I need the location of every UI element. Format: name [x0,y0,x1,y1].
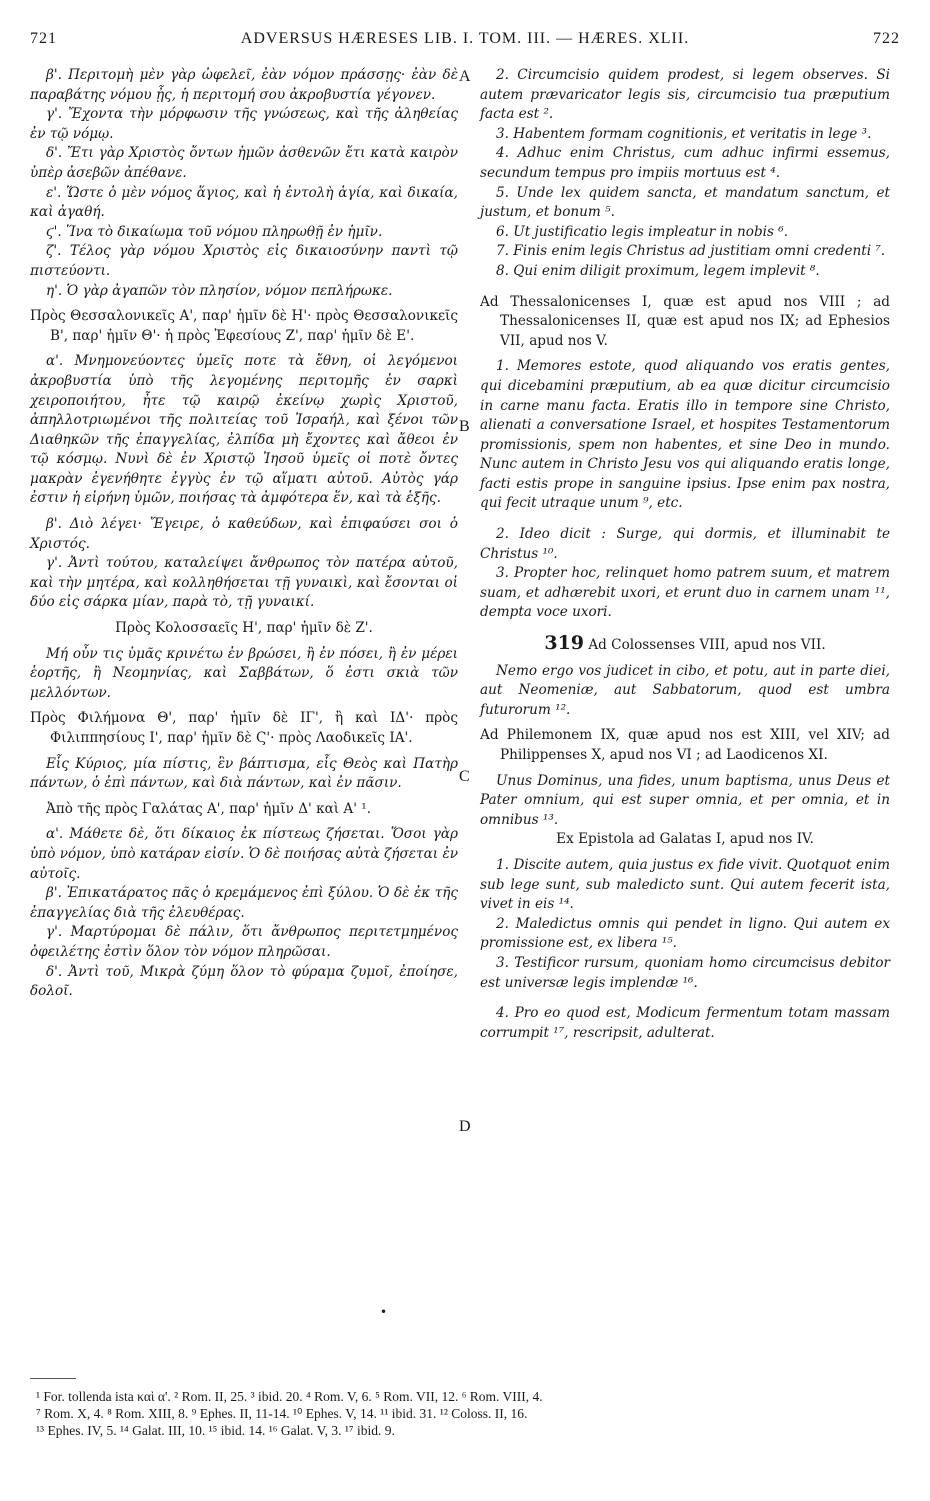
greek-verse: ϛ'. Ἵνα τὸ δικαίωμα τοῦ νόμου πληρωθῇ ἐν ἡμῖν. [46,223,383,240]
greek-verse: γ'. Ἔχοντα τὴν μόρφωσιν τῆς γνώσεως, καὶ τῆς ἀληθείας ἐν τῷ νόμῳ. [30,106,458,142]
margin-marker-d: D [459,1118,471,1135]
footnotes [36,1388,900,1439]
latin-section-heading: Ex Epistola ad Galatas I, apud nos IV. [556,831,814,848]
latin-section-heading [480,634,890,656]
latin-verse: 2. Circumcisio quidem prodest, si legem observes. Si autem prævaricator legis sis, circumcisio tua præputium facta est ². [480,67,890,123]
greek-verse: η'. Ὁ γὰρ ἀγαπῶν τὸν πλησίον, νόμον πεπλήρωκε. [46,282,393,299]
latin-verse: 3. Testificor rursum, quoniam homo circumcisus debitor est universæ legis implendæ ¹⁶. [480,954,890,991]
latin-verse: 6. Ut justificatio legis impleatur in nobis ⁶. [496,223,789,240]
greek-verse: ε'. Ὥστε ὁ μὲν νόμος ἅγιος, καὶ ἡ ἐντολὴ ἁγία, καὶ δικαία, καὶ ἀγαθή. [30,184,458,221]
latin-verse: 8. Qui enim diligit proximum, legem implevit ⁸. [496,262,820,279]
footnote-rule [30,1378,76,1379]
margin-marker-b: B [459,418,470,435]
latin-verse: 2. Maledictus omnis qui pendet in ligno. Qui autem ex promissione est, ex libera ¹⁵. [480,915,890,952]
page-number-left: 721 [30,30,57,47]
footnote-line: ¹³ Ephes. IV, 5. ¹⁴ Galat. III, 10. ¹⁵ ibid. 14. ¹⁶ Galat. V, 3. ¹⁷ ibid. 9. [36,1423,395,1438]
greek-verse: α'. Μάθετε δὲ, ὅτι δίκαιος ἐκ πίστεως ζήσεται. Ὅσοι γὰρ ὑπὸ νόμον, ὑπὸ κατάραν εἰσίν. Ὁ δὲ ποιήσας αὐτὰ ζήσεται ἐν αὐτοῖς. [30,826,458,882]
greek-verse: γ'. Ἀντὶ τούτου, καταλείψει ἄνθρωπος τὸν πατέρα αὐτοῦ, καὶ τὴν μητέρα, καὶ κολληθήσεται τῇ γυναικὶ, καὶ ἔσονται οἱ δύο εἰς σάρκα μίαν, παρὰ τὸ, τῇ γυναικί. [30,555,458,611]
latin-verse: 1. Discite autem, quia justus ex fide vivit. Quotquot enim sub lege sunt, sub maledicto sunt. Qui autem fecerit ista, vivet in eis ¹⁴. [480,856,890,913]
running-header [30,30,900,58]
greek-verse: ζ'. Τέλος γὰρ νόμου Χριστὸς εἰς δικαιοσύνην παντὶ τῷ πιστεύοντι. [30,243,458,279]
greek-section-heading: Πρὸς Θεσσαλονικεῖς Α', παρ' ἡμῖν δὲ Η'· πρὸς Θεσσαλονικεῖς Β', παρ' ἡμῖν Θ'· ἡ πρὸς Ἐφεσίους Ζ', παρ' ἡμῖν δὲ Ε'. [30,308,458,344]
greek-verse: γ'. Μαρτύρομαι δὲ πάλιν, ὅτι ἄνθρωπος περιτετμημένος ὀφειλέτης ἐστὶν ὅλον τὸν νόμον πληρῶσαι. [30,924,458,960]
greek-verse: β'. Διὸ λέγει· Ἔγειρε, ὁ καθεύδων, καὶ ἐπιφαύσει σοι ὁ Χριστός. [30,516,458,552]
latin-verse: 4. Adhuc enim Christus, cum adhuc infirmi essemus, secundum tempus pro impiis mortuus est ⁴. [480,145,890,181]
greek-verse: Μή οὖν τις ὑμᾶς κρινέτω ἐν βρώσει, ἢ ἐν πόσει, ἢ ἐν μέρει ἑορτῆς, ἢ Νεομηνίας, καὶ Σαββάτων, ὅ ἐστι σκιὰ τῶν μελλόντων. [30,645,458,701]
greek-verse: δ'. Ἔτι γὰρ Χριστὸς ὄντων ἡμῶν ἀσθενῶν ἔτι κατὰ καιρὸν ὑπὲρ ἀσεβῶν ἀπέθανε. [30,145,458,181]
latin-verse: Unus Dominus, una fides, unum baptisma, unus Deus et Pater omnium, qui est super omnia, et per omnia, et in omnibus ¹³. [480,772,890,828]
latin-verse: 5. Unde lex quidem sancta, et mandatum sanctum, et justum, et bonum ⁵. [480,184,890,221]
greek-verse: δ'. Ἀντὶ τοῦ, Μικρὰ ζύμη ὅλον τὸ φύραμα ζυμοῖ, ἐποίησε, δολοῖ. [30,963,458,1000]
stray-dot: • [380,1305,388,1319]
margin-marker-a: A [459,68,471,85]
latin-verse: 1. Memores estote, quod aliquando vos eratis gentes, qui dicebamini præputium, ab ea quæ dicitur circumcisio in carne manu facta. Eratis illo in tempore sine Christo, alienati a conversatione Israel, et hospites Testamentorum promissionis, spem non habentes, et sine Deo in mundo. Nunc autem in Christo Jesu vos qui aliquando eratis longe, facti estis prope in sanguine ipsius. Ipse enim pax nostra, qui fecit utraque unum ⁹, etc. [480,358,890,512]
greek-verse: α'. Μνημονεύοντες ὑμεῖς ποτε τὰ ἔθνη, οἱ λεγόμενοι ἀκροβυστία ὑπὸ τῆς λεγομένης περιτομῆς ἐν σαρκὶ χειροποιήτου, ἦτε τῷ καιρῷ ἐκείνῳ χωρὶς Χριστοῦ, ἀπηλλοτριωμένοι τῆς πολιτείας τοῦ Ἰσραήλ, καὶ ξένοι τῶν Διαθηκῶν τῆς ἐπαγγελίας, ἐλπίδα μὴ ἔχοντες καὶ ἄθεοι ἐν τῷ κόσμῳ. Νυνὶ δὲ ἐν Χριστῷ Ἰησοῦ ὑμεῖς οἱ ποτὲ ὄντες μακρὰν ἐγενήθητε ἐγγὺς ἐν τῷ αἵματι αὐτοῦ. Αὐτὸς γάρ ἐστιν ἡ εἰρήνη ὑμῶν, ποιήσας τὰ ἀμφότερα ἕν, καὶ τὰ ἑξῆς. [30,353,458,507]
column-number: 319 [544,632,585,655]
footnote-line: ⁷ Rom. X, 4. ⁸ Rom. XIII, 8. ⁹ Ephes. II, 11-14. ¹⁰ Ephes. V, 14. ¹¹ ibid. 31. ¹² Coloss. II, 16. [36,1406,528,1421]
latin-verse: 4. Pro eo quod est, Modicum fermentum totam massam corrumpit ¹⁷, rescripsit, adulterat. [480,1005,890,1041]
greek-column [30,66,458,1002]
greek-section-heading: Πρὸς Φιλήμονα Θ', παρ' ἡμῖν δὲ ΙΓ', ἢ καὶ ΙΔ'· πρὸς Φιλιππησίους Ι', παρ' ἡμῖν δὲ Ϛ'· πρὸς Λαοδικεῖς ΙΑ'. [30,710,458,746]
page-number-right: 722 [873,30,900,47]
latin-verse: 3. Propter hoc, relinquet homo patrem suum, et matrem suam, et adhærebit uxori, et erunt duo in carnem unam ¹¹, dempta voce uxori. [480,565,890,621]
footnote-line: ¹ For. tollenda ista καὶ α'. ² Rom. II, 25. ³ ibid. 20. ⁴ Rom. V, 6. ⁵ Rom. VII, 12. ⁶ Rom. VIII, 4. [36,1389,543,1404]
greek-section-heading: Ἀπὸ τῆς πρὸς Γαλάτας Α', παρ' ἡμῖν Δ' καὶ Α' ¹. [46,800,372,817]
margin-marker-c: C [459,768,470,785]
latin-verse: 7. Finis enim legis Christus ad justitiam omni credenti ⁷. [496,243,886,260]
latin-column [480,66,890,1043]
greek-verse: β'. Περιτομὴ μὲν γὰρ ὠφελεῖ, ἐὰν νόμον πράσσῃς· ἐὰν δὲ παραβάτης νόμου ᾖς, ἡ περιτομή σου ἀκροβυστία γέγονεν. [30,67,458,103]
running-title: ADVERSUS HÆRESES LIB. I. TOM. III. — HÆRES. XLII. [240,30,690,47]
latin-verse: 3. Habentem formam cognitionis, et veritatis in lege ³. [496,125,872,142]
greek-verse: Εἷς Κύριος, μία πίστις, ἓν βάπτισμα, εἷς Θεὸς καὶ Πατὴρ πάντων, ὁ ἐπὶ πάντων, καὶ διὰ πάντων, καὶ ἐν πᾶσιν. [30,755,458,792]
latin-verse: Nemo ergo vos judicet in cibo, et potu, aut in parte diei, aut Neomeniæ, aut Sabbatorum, quod est umbra futurorum ¹². [480,662,890,718]
latin-verse: 2. Ideo dicit : Surge, qui dormis, et illuminabit te Christus ¹⁰. [480,526,890,562]
latin-heading-text: Ad Colossenses VIII, apud nos VII. [588,637,826,654]
greek-section-heading: Πρὸς Κολοσσαεῖς Η', παρ' ἡμῖν δὲ Ζ'. [115,620,373,637]
latin-section-heading: Ad Thessalonicenses I, quæ est apud nos VIII ; ad Thessalonicenses II, quæ est apud nos IX; ad Ephesios VII, apud nos V. [480,293,890,349]
greek-verse: β'. Ἐπικατάρατος πᾶς ὁ κρεμάμενος ἐπὶ ξύλου. Ὁ δὲ ἐκ τῆς ἐπαγγελίας διὰ τῆς ἐλευθέρας. [30,885,458,921]
latin-section-heading: Ad Philemonem IX, quæ apud nos est XIII, vel XIV; ad Philippenses X, apud nos VI ; ad Laodicenos XI. [480,727,890,763]
